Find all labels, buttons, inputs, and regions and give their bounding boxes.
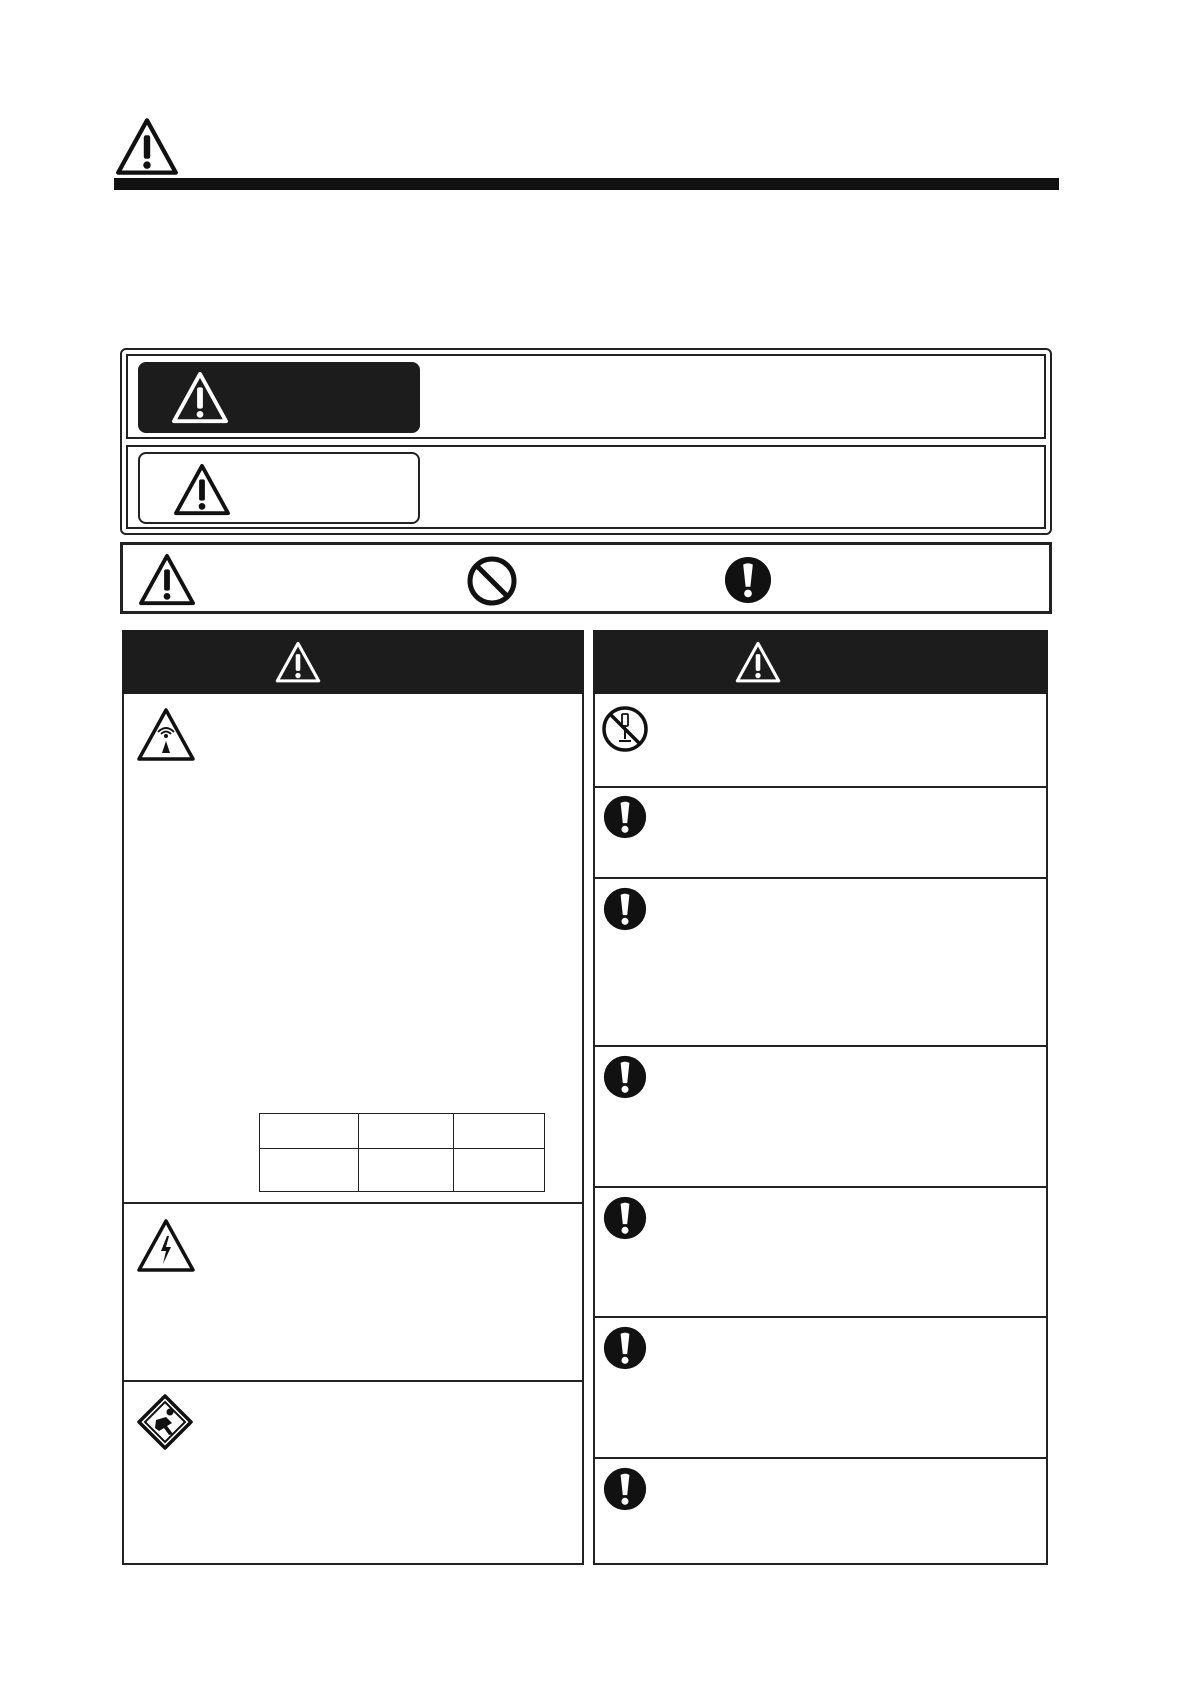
right-section-divider: [593, 1045, 1048, 1047]
header-rule: [114, 178, 1059, 190]
right-caution-column: [593, 630, 1048, 1565]
right-section-divider: [593, 1186, 1048, 1188]
warning-triangle-icon: [138, 553, 196, 607]
mandatory-action-icon: [603, 1326, 647, 1370]
warning-triangle-icon: [171, 371, 229, 425]
mandatory-action-icon: [724, 556, 772, 604]
left-section-divider: [122, 1380, 584, 1382]
table-cell: [454, 1114, 545, 1149]
mandatory-action-icon: [603, 1467, 647, 1511]
table-cell: [359, 1149, 454, 1192]
right-section-divider: [593, 1457, 1048, 1459]
right-column-header: [593, 630, 1048, 694]
mandatory-action-icon: [603, 1055, 647, 1099]
mandatory-action-icon: [603, 795, 647, 839]
warning-triangle-icon: [275, 641, 321, 684]
warning-signal-badge: [138, 362, 420, 433]
table-row: [260, 1114, 545, 1149]
mandatory-action-icon: [603, 1196, 647, 1240]
left-section-divider: [122, 1202, 584, 1204]
page-header-warning-icon: [115, 117, 179, 177]
mandatory-action-icon: [603, 887, 647, 931]
caution-signal-badge: [138, 452, 420, 524]
fall-hazard-icon: [136, 1393, 194, 1451]
warning-triangle-icon: [173, 463, 231, 517]
right-section-divider: [593, 1316, 1048, 1318]
table-row: [260, 1149, 545, 1192]
radio-wave-hazard-icon: [136, 706, 196, 764]
table-cell: [260, 1114, 359, 1149]
right-section-divider: [593, 786, 1048, 788]
right-section-divider: [593, 877, 1048, 879]
table-cell: [454, 1149, 545, 1192]
table-cell: [359, 1114, 454, 1149]
prohibition-icon: [466, 555, 518, 607]
warning-triangle-icon: [735, 641, 781, 684]
symbol-legend: [120, 542, 1052, 614]
left-column-header: [122, 630, 584, 694]
spec-table: [259, 1113, 545, 1192]
do-not-disassemble-icon: [601, 705, 649, 753]
electrical-shock-icon: [136, 1217, 196, 1275]
table-cell: [260, 1149, 359, 1192]
